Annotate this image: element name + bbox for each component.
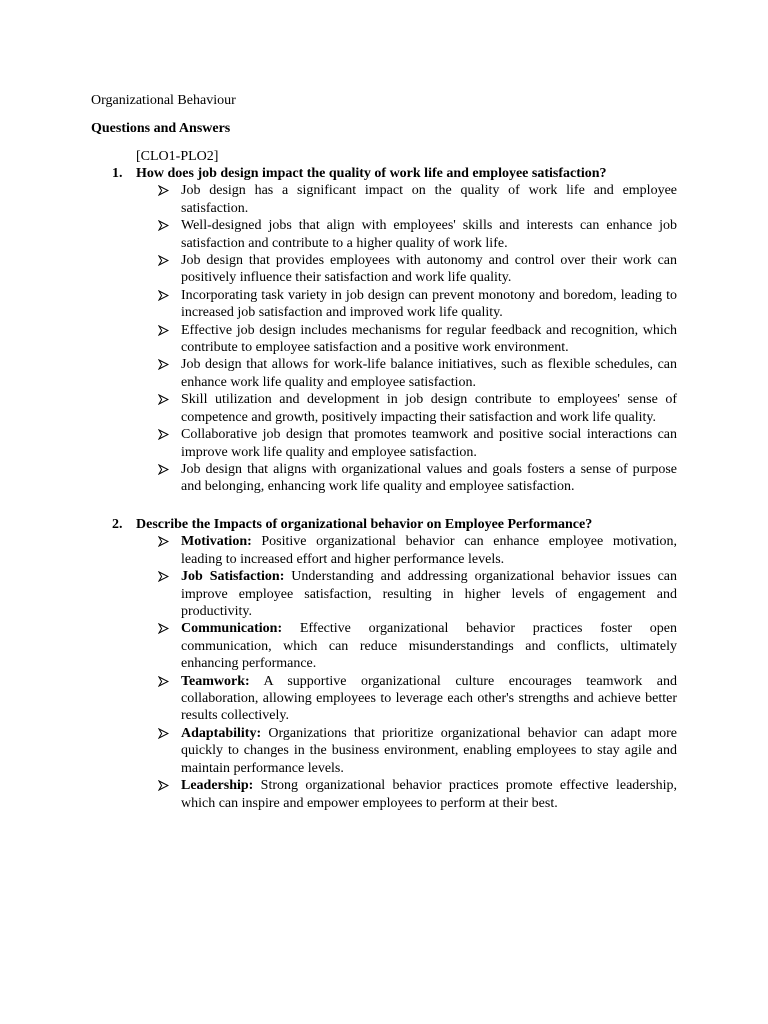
- arrow-bullet-icon: [158, 359, 169, 370]
- answer-text: Incorporating task variety in job design can prevent monotony and boredom, leading to increased job satisfaction and improved work life quality.: [181, 287, 677, 321]
- answer-item: [0, 217, 677, 252]
- answer-text: Strong organizational behavior practices promote effective leadership, which can inspire and empower employees to perform at their best.: [181, 778, 677, 811]
- question-1: [0, 165, 768, 496]
- arrow-bullet-icon: [158, 464, 169, 475]
- arrow-bullet-icon: [158, 325, 169, 336]
- question-title: [0, 165, 768, 182]
- answer-term: Motivation:: [181, 534, 252, 550]
- answer-item: [0, 725, 677, 777]
- answer-item: [0, 182, 677, 217]
- answer-item: [0, 287, 677, 322]
- answer-item: [0, 322, 677, 357]
- document-heading: Questions and Answers: [91, 121, 231, 136]
- question-title: [0, 516, 768, 533]
- answer-item: [0, 533, 677, 568]
- answer-term: Adaptability:: [181, 725, 262, 741]
- arrow-bullet-icon: [158, 780, 169, 791]
- answer-text: Collaborative job design that promotes teamwork and positive social interactions can improve work life quality and employee satisfaction.: [181, 427, 677, 460]
- answer-text: Job design that allows for work-life balance initiatives, such as flexible schedules, can enhance work life quality and employee satisfaction.: [181, 357, 677, 390]
- answer-text: Understanding and addressing organizational behavior issues can improve employee satisfaction, resulting in higher levels of engagement and productivity.: [181, 569, 677, 620]
- answer-item: [0, 252, 677, 287]
- answer-item: [0, 777, 677, 812]
- arrow-bullet-icon: [158, 255, 169, 266]
- answer-item: [0, 620, 677, 672]
- answer-text: Organizations that prioritize organizational behavior can adapt more quickly to changes in the business environment, enabling employees to stay agile and maintain performance levels.: [181, 725, 677, 776]
- answer-item: [0, 461, 677, 496]
- answer-text: A supportive organizational culture encourages teamwork and collaboration, allowing employees to leverage each other's strengths and achieve better results collectively.: [181, 673, 677, 724]
- question-number: 1.: [112, 166, 123, 181]
- arrow-bullet-icon: [158, 676, 169, 687]
- arrow-bullet-icon: [158, 290, 169, 301]
- answer-item: [0, 673, 677, 725]
- answer-term: Communication:: [181, 621, 283, 637]
- arrow-bullet-icon: [158, 429, 169, 440]
- answer-list: [0, 533, 768, 812]
- answer-text: Effective job design includes mechanisms for regular feedback and recognition, which contribute to employee satisfaction and a positive work environment.: [181, 322, 677, 356]
- question-number: 2.: [112, 517, 123, 532]
- answer-term: Teamwork:: [181, 673, 250, 689]
- document-title: Organizational Behaviour: [91, 93, 236, 108]
- arrow-bullet-icon: [158, 571, 169, 582]
- answer-text: Job design that provides employees with autonomy and control over their work can positively influence their satisfaction and work life quality.: [181, 253, 677, 286]
- arrow-bullet-icon: [158, 728, 169, 739]
- answer-term: Job Satisfaction:: [181, 569, 285, 585]
- question-text: Describe the Impacts of organizational behavior on Employee Performance?: [136, 517, 593, 532]
- question-text: How does job design impact the quality of work life and employee satisfaction?: [136, 166, 607, 181]
- arrow-bullet-icon: [158, 623, 169, 634]
- answer-text: Job design that aligns with organizational values and goals fosters a sense of purpose and belonging, enhancing work life quality and employee satisfaction.: [181, 461, 677, 495]
- answer-item: [0, 356, 677, 391]
- arrow-bullet-icon: [158, 536, 169, 547]
- answer-text: Job design has a significant impact on the quality of work life and employee satisfaction.: [181, 183, 677, 216]
- answer-item: [0, 568, 677, 620]
- clo-plo-tag: [CLO1-PLO2]: [136, 149, 219, 164]
- answer-list: [0, 182, 768, 495]
- arrow-bullet-icon: [158, 185, 169, 196]
- arrow-bullet-icon: [158, 394, 169, 405]
- answer-term: Leadership:: [181, 778, 254, 794]
- answer-text: Effective organizational behavior practices foster open communication, which can reduce misunderstandings and conflicts, ultimately enhancing performance.: [181, 621, 677, 672]
- question-2: [0, 516, 768, 812]
- answer-item: [0, 391, 677, 426]
- answer-text: Well-designed jobs that align with employees' skills and interests can enhance job satisfaction and contribute to a higher quality of work life.: [181, 218, 677, 251]
- arrow-bullet-icon: [158, 220, 169, 231]
- answer-item: [0, 426, 677, 461]
- answer-text: Skill utilization and development in job design contribute to employees' sense of competence and growth, positively impacting their satisfaction and work life quality.: [181, 392, 677, 425]
- answer-text: Positive organizational behavior can enhance employee motivation, leading to increased effort and higher performance levels.: [181, 534, 677, 567]
